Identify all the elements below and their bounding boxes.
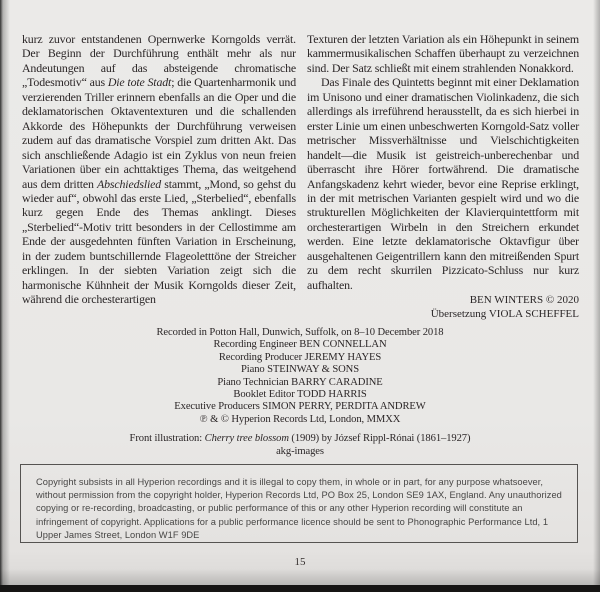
paragraph-continued: Texturen der letzten Variation als ein Höhepunkt in seinem kammermusikalischen Schaffen überhaupt zu verzeichnen sind. Der Satz schließt mit einem strahlenden Nonakkord. <box>307 32 579 75</box>
article-left-column <box>22 32 296 307</box>
credit-label-copyright: ℗ & © Hyperion Records Ltd, London, MMXX <box>199 413 401 425</box>
paragraph-finale: Das Finale des Quintetts beginnt mit einer Deklamation im Unisono und einer dramatischen Violinkadenz, die sich allerdings als irreführend herausstellt, da es sich hierbei in erster Linie um einen unbeschwerten Korngold-Satz voller metrischer Missverhältnisse und Vielschichtigkeiten handelt—die Musik ist geistreich-unberechenbar und überrascht ihre Hörer fortwährend. Die dramatische Anfangskadenz kehrt wieder, bevor eine Reprise erklingt, in der mit metrischen Varianten gespielt wird und wo die strukturellen Möglichkeiten der Klavierquintettform mit orchesterartigen Wirbeln in den Streichern erkundet werden. Eine letzte deklamatorische Oktavfigur über ausgehaltenen Geigentrillern kann den mitreißenden Spurt zu dem recht skurrilen Pizzicato-Schluss nur kurz aufhalten. <box>307 75 579 292</box>
credits-block <box>0 327 600 458</box>
text-run: ; die Quartenharmonik und verzierenden Triller erinnern ebenfalls an die Oper und die deklamatorischen Oktaventexturen und die schallenden Akkorde des Höhepunkts der Durchführung verweisen zudem auf das dramatische Vorspiel zum dritten Akt. Das sich anschließende Adagio ist ein Zyklus von neun freien Variationen über ein achttaktiges Thema, das weitgehend aus dem dritten <box>22 75 296 191</box>
scan-edge-right <box>593 0 600 592</box>
scan-edge-bottom-shadow <box>0 569 600 585</box>
credit-executive-producers: Executive Producers SIMON PERRY, PERDITA ANDREW <box>174 401 426 413</box>
author-byline: BEN WINTERS © 2020 <box>469 294 579 307</box>
copyright-notice-box <box>20 464 578 543</box>
page-number: 15 <box>294 556 306 568</box>
article-right-column <box>307 32 579 322</box>
text-run: (1909) by József Rippl-Rónai (1861–1927) <box>288 433 471 445</box>
credit-piano: Piano STEINWAY & SONS <box>240 364 360 376</box>
credit-piano-technician: Piano Technician BARRY CARADINE <box>217 376 383 388</box>
text-run: stammt, „Mond, so gehst du wieder auf“, obwohl das erste Lied, „Sterbelied“, ebenfalls kurz gegen Ende des Themas anklingt. Dieses „Sterbelied“-Motiv tritt besonders in der Cellostimme am Ende der ausgedehnten fünften Variation in Erscheinung, in der zudem buntschillernde Flageoletttöne der Streicher erklingen. In der siebten Variation zeigt sich die harmonische Kühnheit der Musik Korngolds dieser Zeit, während die orchesterartigen <box>22 176 296 307</box>
image-source-credit: akg-images <box>276 445 324 457</box>
work-title-abschiedslied: Abschiedslied <box>97 176 162 191</box>
paragraph-continued <box>22 32 296 307</box>
translation-credit: Übersetzung VIOLA SCHEFFEL <box>430 308 579 321</box>
credit-recorded-at: Recorded in Potton Hall, Dunwich, Suffolk, on 8–10 December 2018 <box>156 327 444 338</box>
credit-booklet-editor: Booklet Editor TODD HARRIS <box>233 389 367 401</box>
scan-edge-left <box>0 0 10 592</box>
copyright-notice-text: Copyright subsists in all Hyperion recordings and it is illegal to copy them, in whole or in part, for any purpose whatsoever, without permission from the copyright holder, Hyperion Records Ltd, PO Box 25, London SE9 1AX, England. Any unauthorized copying or re-recording, broadcasting, or public performance of this or any other Hyperion recording will constitute an infringement of copyright. Applications for a public performance licence should be sent to Phonographic Performance Ltd, 1 Upper James Street, London W1F 9DE <box>36 477 562 540</box>
text-run: Front illustration: <box>129 433 205 445</box>
text-run: kurz zuvor entstandenen Opernwerke Korngolds verrät. Der Beginn der Durchführung enthält mehr als nur Andeutungen auf das absteigende chromatische „Todesmotiv“ aus <box>22 32 296 90</box>
front-illustration-credit <box>0 433 600 445</box>
scan-edge-bottom <box>0 585 600 592</box>
credit-recording-producer: Recording Producer JEREMY HAYES <box>218 351 382 363</box>
artwork-title-italic: Cherry tree blossom <box>204 433 289 445</box>
work-title-die-tote-stadt: Die tote Stadt <box>107 75 172 90</box>
credit-recording-engineer: Recording Engineer BEN CONNELLAN <box>213 339 387 351</box>
